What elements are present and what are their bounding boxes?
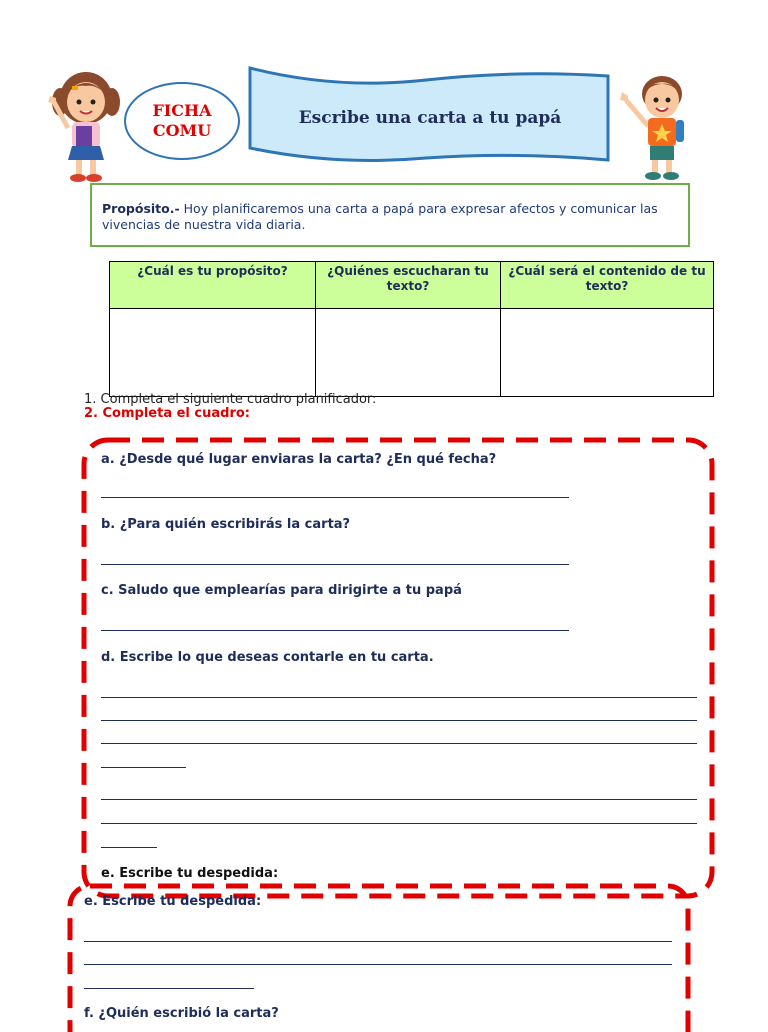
planning-table [109,261,714,397]
purpose-label: Propósito.- [102,201,180,216]
question-a: a. ¿Desde qué lugar enviaras la carta? ¿En qué fecha? [101,452,497,467]
badge-line-1: FICHA [152,101,212,120]
instruction-step-2: 2. Completa el cuadro: [84,406,250,421]
answer-line-b[interactable] [101,564,569,565]
ficha-badge [124,82,240,160]
answer-line-d[interactable] [101,767,186,768]
answer-line-d[interactable] [101,743,697,744]
table-cell[interactable] [316,309,501,397]
question-e-lower: e. Escribe tu despedida: [84,894,262,909]
question-b: b. ¿Para quién escribirás la carta? [101,517,351,532]
question-f: f. ¿Quién escribió la carta? [84,1006,279,1021]
table-cell[interactable] [501,309,714,397]
instruction-step-1: 1. Completa el siguiente cuadro planificador: [84,392,377,407]
answer-line-a[interactable] [101,497,569,498]
badge-line-2: COMU [152,121,212,140]
table-cell[interactable] [110,309,316,397]
purpose-box [90,183,690,247]
table-header: ¿Quiénes escucharan tu texto? [316,262,501,309]
table-header: ¿Cuál es tu propósito? [110,262,316,309]
question-d: d. Escribe lo que deseas contarle en tu carta. [101,650,434,665]
answer-line-e[interactable] [84,941,672,942]
boy-illustration [620,68,696,184]
dashed-box-upper [80,436,720,902]
answer-line-d[interactable] [101,697,697,698]
answer-line-d[interactable] [101,720,697,721]
page-title: Escribe una carta a tu papá [298,108,562,128]
answer-line-d[interactable] [101,799,697,800]
question-c: c. Saludo que emplearías para dirigirte a tu papá [101,583,462,598]
answer-line-e[interactable] [84,964,672,965]
answer-line-e[interactable] [84,988,254,989]
answer-line-d[interactable] [101,823,697,824]
table-header: ¿Cuál será el contenido de tu texto? [501,262,714,309]
question-e-upper: e. Escribe tu despedida: [101,866,279,881]
girl-illustration [46,68,122,184]
answer-line-d[interactable] [101,847,157,848]
answer-line-c[interactable] [101,630,569,631]
purpose-text: Hoy planificaremos una carta a papá para expresar afectos y comunicar las vivencias de nuestra vida diaria. [102,201,658,232]
